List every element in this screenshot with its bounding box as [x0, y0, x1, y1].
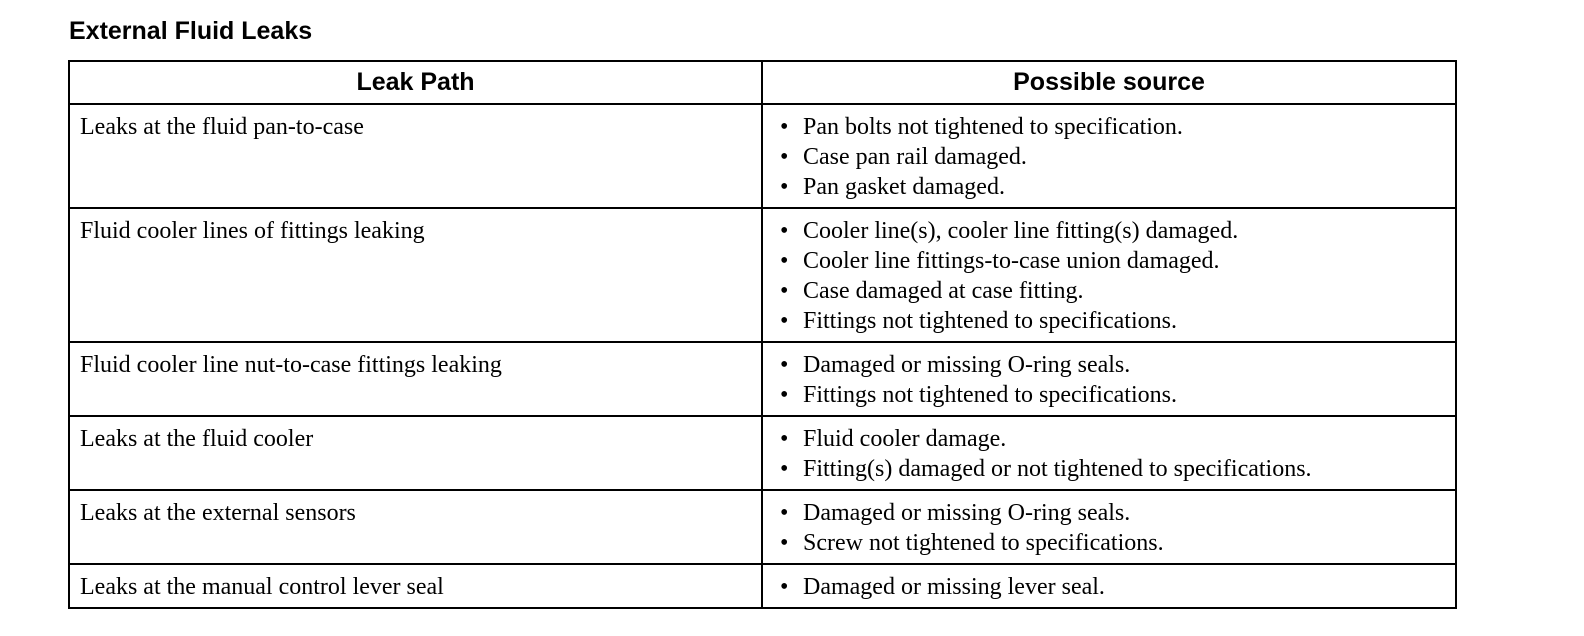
leak-path-cell — [69, 564, 762, 608]
possible-source-cell — [762, 104, 1456, 208]
leak-path-text: Leaks at the fluid pan-to-case — [80, 114, 364, 140]
table-row — [69, 564, 1456, 608]
source-item: • Cooler line(s), cooler line fitting(s) damaged. — [773, 216, 1445, 246]
possible-source-cell — [762, 208, 1456, 342]
source-list — [773, 424, 1445, 484]
leak-path-text: Fluid cooler lines of fittings leaking — [80, 218, 425, 244]
source-item: • Case damaged at case fitting. — [773, 276, 1445, 306]
column-header-possible-source: Possible source — [762, 61, 1456, 104]
source-item: • Pan bolts not tightened to specification. — [773, 112, 1445, 142]
source-item: • Fittings not tightened to specifications. — [773, 380, 1445, 410]
source-list — [773, 112, 1445, 202]
source-list — [773, 216, 1445, 336]
leak-path-cell — [69, 104, 762, 208]
leaks-table — [68, 60, 1457, 609]
table-row — [69, 416, 1456, 490]
column-header-leak-path: Leak Path — [69, 61, 762, 104]
source-item: • Fittings not tightened to specifications. — [773, 306, 1445, 336]
leak-path-cell — [69, 208, 762, 342]
leak-path-text: Leaks at the fluid cooler — [80, 426, 314, 452]
table-row — [69, 490, 1456, 564]
table-header-row — [69, 61, 1456, 104]
table-row — [69, 208, 1456, 342]
possible-source-cell — [762, 490, 1456, 564]
source-item: • Damaged or missing O-ring seals. — [773, 498, 1445, 528]
leak-path-cell — [69, 416, 762, 490]
source-item: • Damaged or missing O-ring seals. — [773, 350, 1445, 380]
leak-path-cell — [69, 490, 762, 564]
source-item: • Fitting(s) damaged or not tightened to specifications. — [773, 454, 1445, 484]
possible-source-cell — [762, 416, 1456, 490]
possible-source-cell — [762, 564, 1456, 608]
source-item: • Fluid cooler damage. — [773, 424, 1445, 454]
leak-path-text: Leaks at the manual control lever seal — [80, 574, 444, 600]
leak-path-text: Leaks at the external sensors — [80, 500, 356, 526]
source-item: • Screw not tightened to specifications. — [773, 528, 1445, 558]
table-row — [69, 342, 1456, 416]
leak-path-cell — [69, 342, 762, 416]
source-item: • Damaged or missing lever seal. — [773, 572, 1445, 602]
leak-path-text: Fluid cooler line nut-to-case fittings leaking — [80, 352, 502, 378]
page-title: External Fluid Leaks — [69, 17, 313, 45]
possible-source-cell — [762, 342, 1456, 416]
source-item: • Cooler line fittings-to-case union damaged. — [773, 246, 1445, 276]
table-row — [69, 104, 1456, 208]
source-list — [773, 572, 1445, 602]
source-item: • Pan gasket damaged. — [773, 172, 1445, 202]
source-item: • Case pan rail damaged. — [773, 142, 1445, 172]
source-list — [773, 498, 1445, 558]
source-list — [773, 350, 1445, 410]
